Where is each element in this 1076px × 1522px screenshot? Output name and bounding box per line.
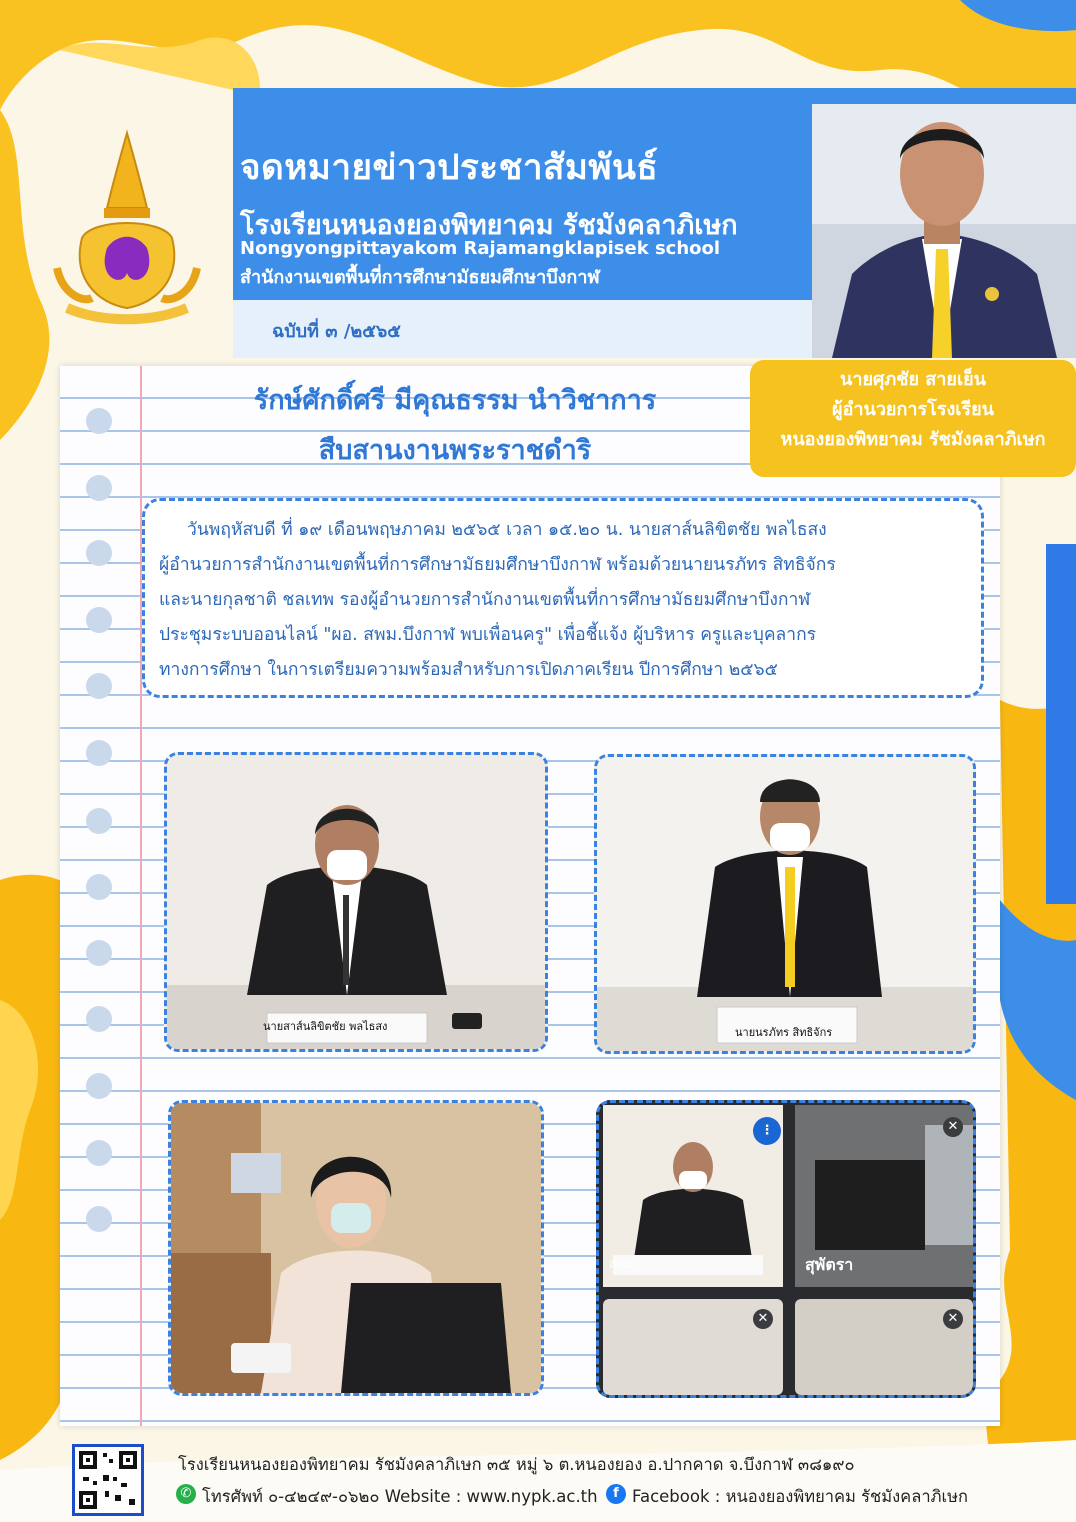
nameplate-text: นายนรภัทร สิทธิจักร bbox=[735, 1026, 833, 1039]
mic-off-icon: ✕ bbox=[753, 1309, 773, 1329]
paper-hole bbox=[86, 940, 112, 966]
meeting-tile-label: สุพัตรา bbox=[805, 1255, 854, 1274]
paper-hole bbox=[86, 740, 112, 766]
news-text-box bbox=[142, 498, 984, 698]
news-text-line: ทางการศึกษา ในการเตรียมความพร้อมสำหรับการเปิดภาคเรียน ปีการศึกษา ๒๕๖๕ bbox=[159, 660, 778, 680]
meeting-tile bbox=[603, 1299, 783, 1395]
meeting-tile bbox=[603, 1105, 783, 1287]
meeting-tile bbox=[795, 1105, 973, 1287]
meeting-tile-label: สพม. bbox=[609, 1257, 639, 1272]
paper-hole bbox=[86, 1140, 112, 1166]
photo-director-office bbox=[164, 752, 548, 1052]
paper-hole bbox=[86, 540, 112, 566]
director-name-box bbox=[750, 360, 1076, 477]
paper-hole bbox=[86, 475, 112, 501]
issue-number: ฉบับที่ ๓ /๒๕๖๕ bbox=[272, 321, 401, 342]
motto-line-1: รักษ์ศักดิ์ศรี มีคุณธรรม นำวิชาการ bbox=[253, 385, 657, 416]
motto-line-2: สืบสานงานพระราชดำริ bbox=[318, 435, 592, 466]
paper-hole bbox=[86, 673, 112, 699]
newsletter-title: จดหมายข่าวประชาสัมพันธ์ bbox=[240, 148, 659, 188]
paper-hole bbox=[86, 607, 112, 633]
school-name-english: Nongyongpittayakom Rajamangklapisek school bbox=[240, 238, 721, 259]
speaking-icon: ⋮ bbox=[753, 1117, 781, 1145]
mic-off-icon: ✕ bbox=[943, 1117, 963, 1137]
paper-hole bbox=[86, 808, 112, 834]
paper-hole bbox=[86, 408, 112, 434]
news-text-line: ประชุมระบบออนไลน์ "ผอ. สพม.บึงกาฬ พบเพื่อนครู" เพื่อชี้แจ้ง ผู้บริหาร ครูและบุคลากร bbox=[159, 625, 817, 645]
photo-deputy-office bbox=[594, 754, 976, 1054]
director-position: ผู้อำนวยการโรงเรียน bbox=[832, 399, 994, 420]
paper-hole bbox=[86, 1073, 112, 1099]
facebook-icon: f bbox=[606, 1484, 626, 1504]
footer-phone: โทรศัพท์ ๐-๔๒๔๙-๐๖๒๐ Website : www.nypk.ac.th bbox=[202, 1487, 598, 1506]
director-school: หนองยองพิทยาคม รัชมังคลาภิเษก bbox=[780, 429, 1046, 450]
phone-icon: ✆ bbox=[176, 1484, 196, 1504]
qr-code-icon bbox=[72, 1444, 144, 1516]
paper-hole bbox=[86, 1206, 112, 1232]
office-name: สำนักงานเขตพื้นที่การศึกษามัธยมศึกษาบึงกาฬ bbox=[240, 267, 600, 288]
photo-teacher-laptop bbox=[168, 1100, 544, 1396]
meeting-tile bbox=[795, 1299, 973, 1395]
paper-hole bbox=[86, 874, 112, 900]
side-accent-bar bbox=[1046, 544, 1076, 904]
school-emblem-icon bbox=[52, 128, 202, 328]
footer-facebook: Facebook : หนองยองพิทยาคม รัชมังคลาภิเษก bbox=[632, 1487, 968, 1506]
news-text-line: วันพฤหัสบดี ที่ ๑๙ เดือนพฤษภาคม ๒๕๖๕ เวลา ๑๕.๒๐ น. นายสาส์นลิขิตชัย พลไธสง bbox=[187, 520, 827, 540]
photo-video-meeting bbox=[596, 1100, 976, 1398]
news-text-line: ผู้อำนวยการสำนักงานเขตพื้นที่การศึกษามัธยมศึกษาบึงกาฬ พร้อมด้วยนายนรภัทร สิทธิจักร bbox=[159, 555, 836, 575]
paper-hole bbox=[86, 1006, 112, 1032]
mic-off-icon: ✕ bbox=[943, 1309, 963, 1329]
news-text-line: และนายกุลชาติ ชลเทพ รองผู้อำนวยการสำนักงานเขตพื้นที่การศึกษามัธยมศึกษาบึงกาฬ bbox=[159, 590, 811, 610]
nameplate-text: นายสาส์นลิขิตชัย พลไธสง bbox=[263, 1020, 388, 1033]
director-photo bbox=[812, 104, 1076, 358]
school-name-thai: โรงเรียนหนองยองพิทยาคม รัชมังคลาภิเษก bbox=[240, 210, 738, 241]
footer-address: โรงเรียนหนองยองพิทยาคม รัชมังคลาภิเษก ๓๕ หมู่ ๖ ต.หนองยอง อ.ปากคาด จ.บึงกาฬ ๓๘๑๙๐ bbox=[178, 1455, 855, 1474]
director-name: นายศุภชัย สายเย็น bbox=[840, 369, 986, 390]
